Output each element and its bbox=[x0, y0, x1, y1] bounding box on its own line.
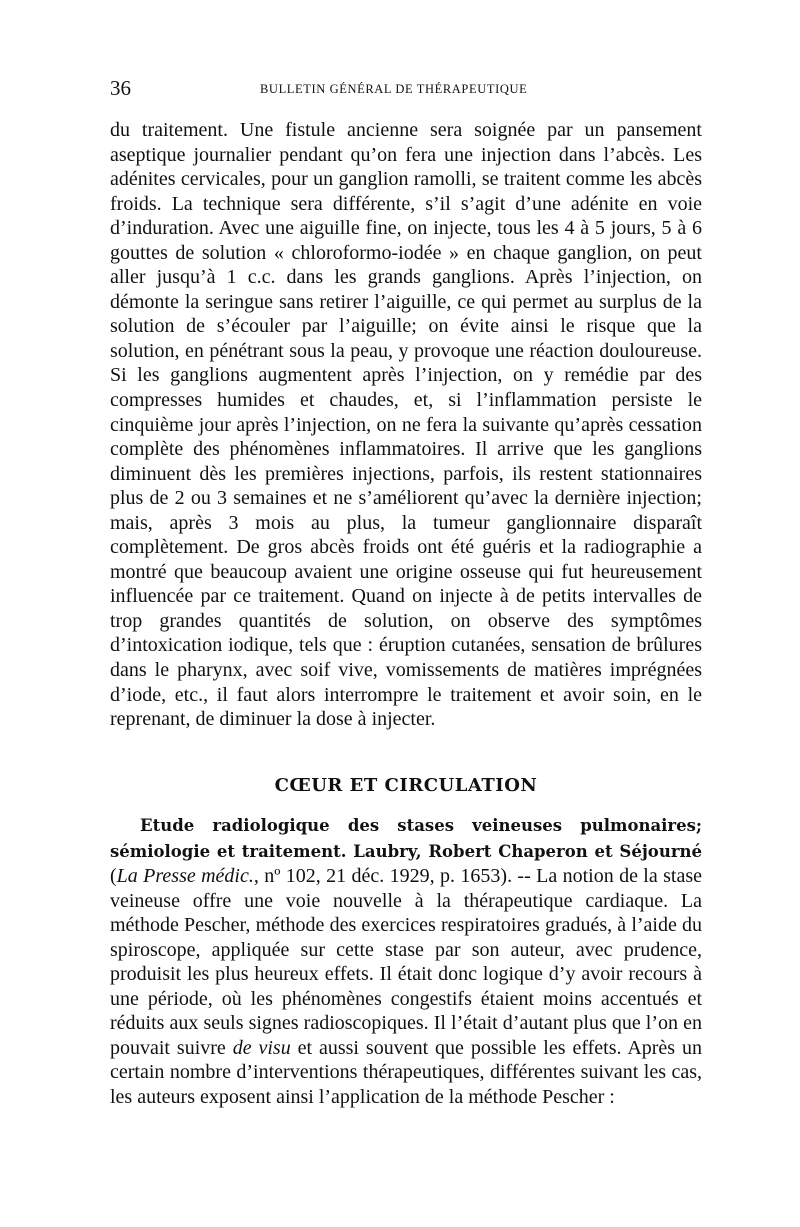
journal-open: ( bbox=[110, 865, 117, 888]
paragraph-radiological-study bbox=[110, 813, 702, 1110]
citation-details: , nº 102, 21 déc. 1929, p. 1653). -- bbox=[253, 865, 537, 888]
running-title: BULLETIN GÉNÉRAL DE THÉRAPEUTIQUE bbox=[260, 82, 528, 96]
section-heading: CŒUR ET CIRCULATION bbox=[274, 775, 538, 796]
running-head bbox=[110, 76, 702, 100]
body-text-part-1: La notion de la stase veineuse offre une voie nouvelle à la thérapeutique cardiaque. La méthode Pescher, méthode des exercices respiratoires gradués, à l’aide du spiroscope, appliquée sur cette stase par son auteur, avec prudence, produisit les plus heureux effets. Il était donc logique d’y avoir recours à une période, où les phénomènes congestifs étaient moins accentués et réduits aux seuls signes radioscopiques. Il l’était d’autant plus que l’on en pouvait suivre bbox=[110, 865, 702, 1059]
article-title: Etude radiologique des stases veineuses pulmonaires; sémiologie et traitement. Laubry, Robert Chaperon et Séjourné bbox=[110, 816, 702, 861]
journal-name: La Presse médic. bbox=[116, 865, 254, 888]
body-text-part-2: et aussi souvent que possible les effets. Après un certain nombre d’interventions thérapeutiques, différentes suivant les cas, les auteurs exposent ainsi l’application de la méthode Pescher : bbox=[110, 1036, 702, 1109]
italic-phrase: de visu bbox=[232, 1036, 291, 1059]
paragraph-treatment: du traitement. Une fistule ancienne sera soignée par un pansement aseptique journalier pendant qu’on fera une injection dans l’abcès. Les adénites cervicales, pour un ganglion ramolli, se traitent comme les abcès froids. La technique sera différente, s’il s’agit d’une adénite en voie d’induration. Avec une aiguille fine, on injecte, tous les 4 à 5 jours, 5 à 6 gouttes de solution « chloroformo-iodée » en chaque ganglion, on peut aller jusqu’à 1 c.c. dans les grands ganglions. Après l’injection, on démonte la seringue sans retirer l’aiguille, ce qui permet au surplus de la solution de s’écouler par l’aiguille; on évite ainsi le risque que la solution, en pénétrant sous la peau, y provoque une réaction douloureuse. Si les ganglions augmentent après l’injection, on y remédie par des compresses humides et chaudes, et, si l’inflammation persiste le cinquième jour après l’injection, on ne fera la suivante qu’après cessation complète des phénomènes inflammatoires. Il arrive que les ganglions diminuent dès les premières injections, parfois, ils restent stationnaires plus de 2 ou 3 semaines et ne s’améliorent qu’avec la dernière injection; mais, après 3 mois au plus, la tumeur ganglionnaire disparaît complètement. De gros abcès froids ont été guéris et la radiographie a montré que beaucoup avaient une origine osseuse qui fut heureusement influencée par ce traitement. Quand on injecte à de petits intervalles de trop grandes quantités de solution, on observe des symptômes d’intoxication iodique, tels que : éruption cutanées, sensation de brûlures dans le pharynx, avec soif vive, vomissements de matières imprégnées d’iode, etc., il faut alors interrompre le traitement et avoir soin, en le reprenant, de diminuer la dose à injecter. bbox=[110, 119, 702, 731]
page-number: 36 bbox=[110, 76, 131, 100]
